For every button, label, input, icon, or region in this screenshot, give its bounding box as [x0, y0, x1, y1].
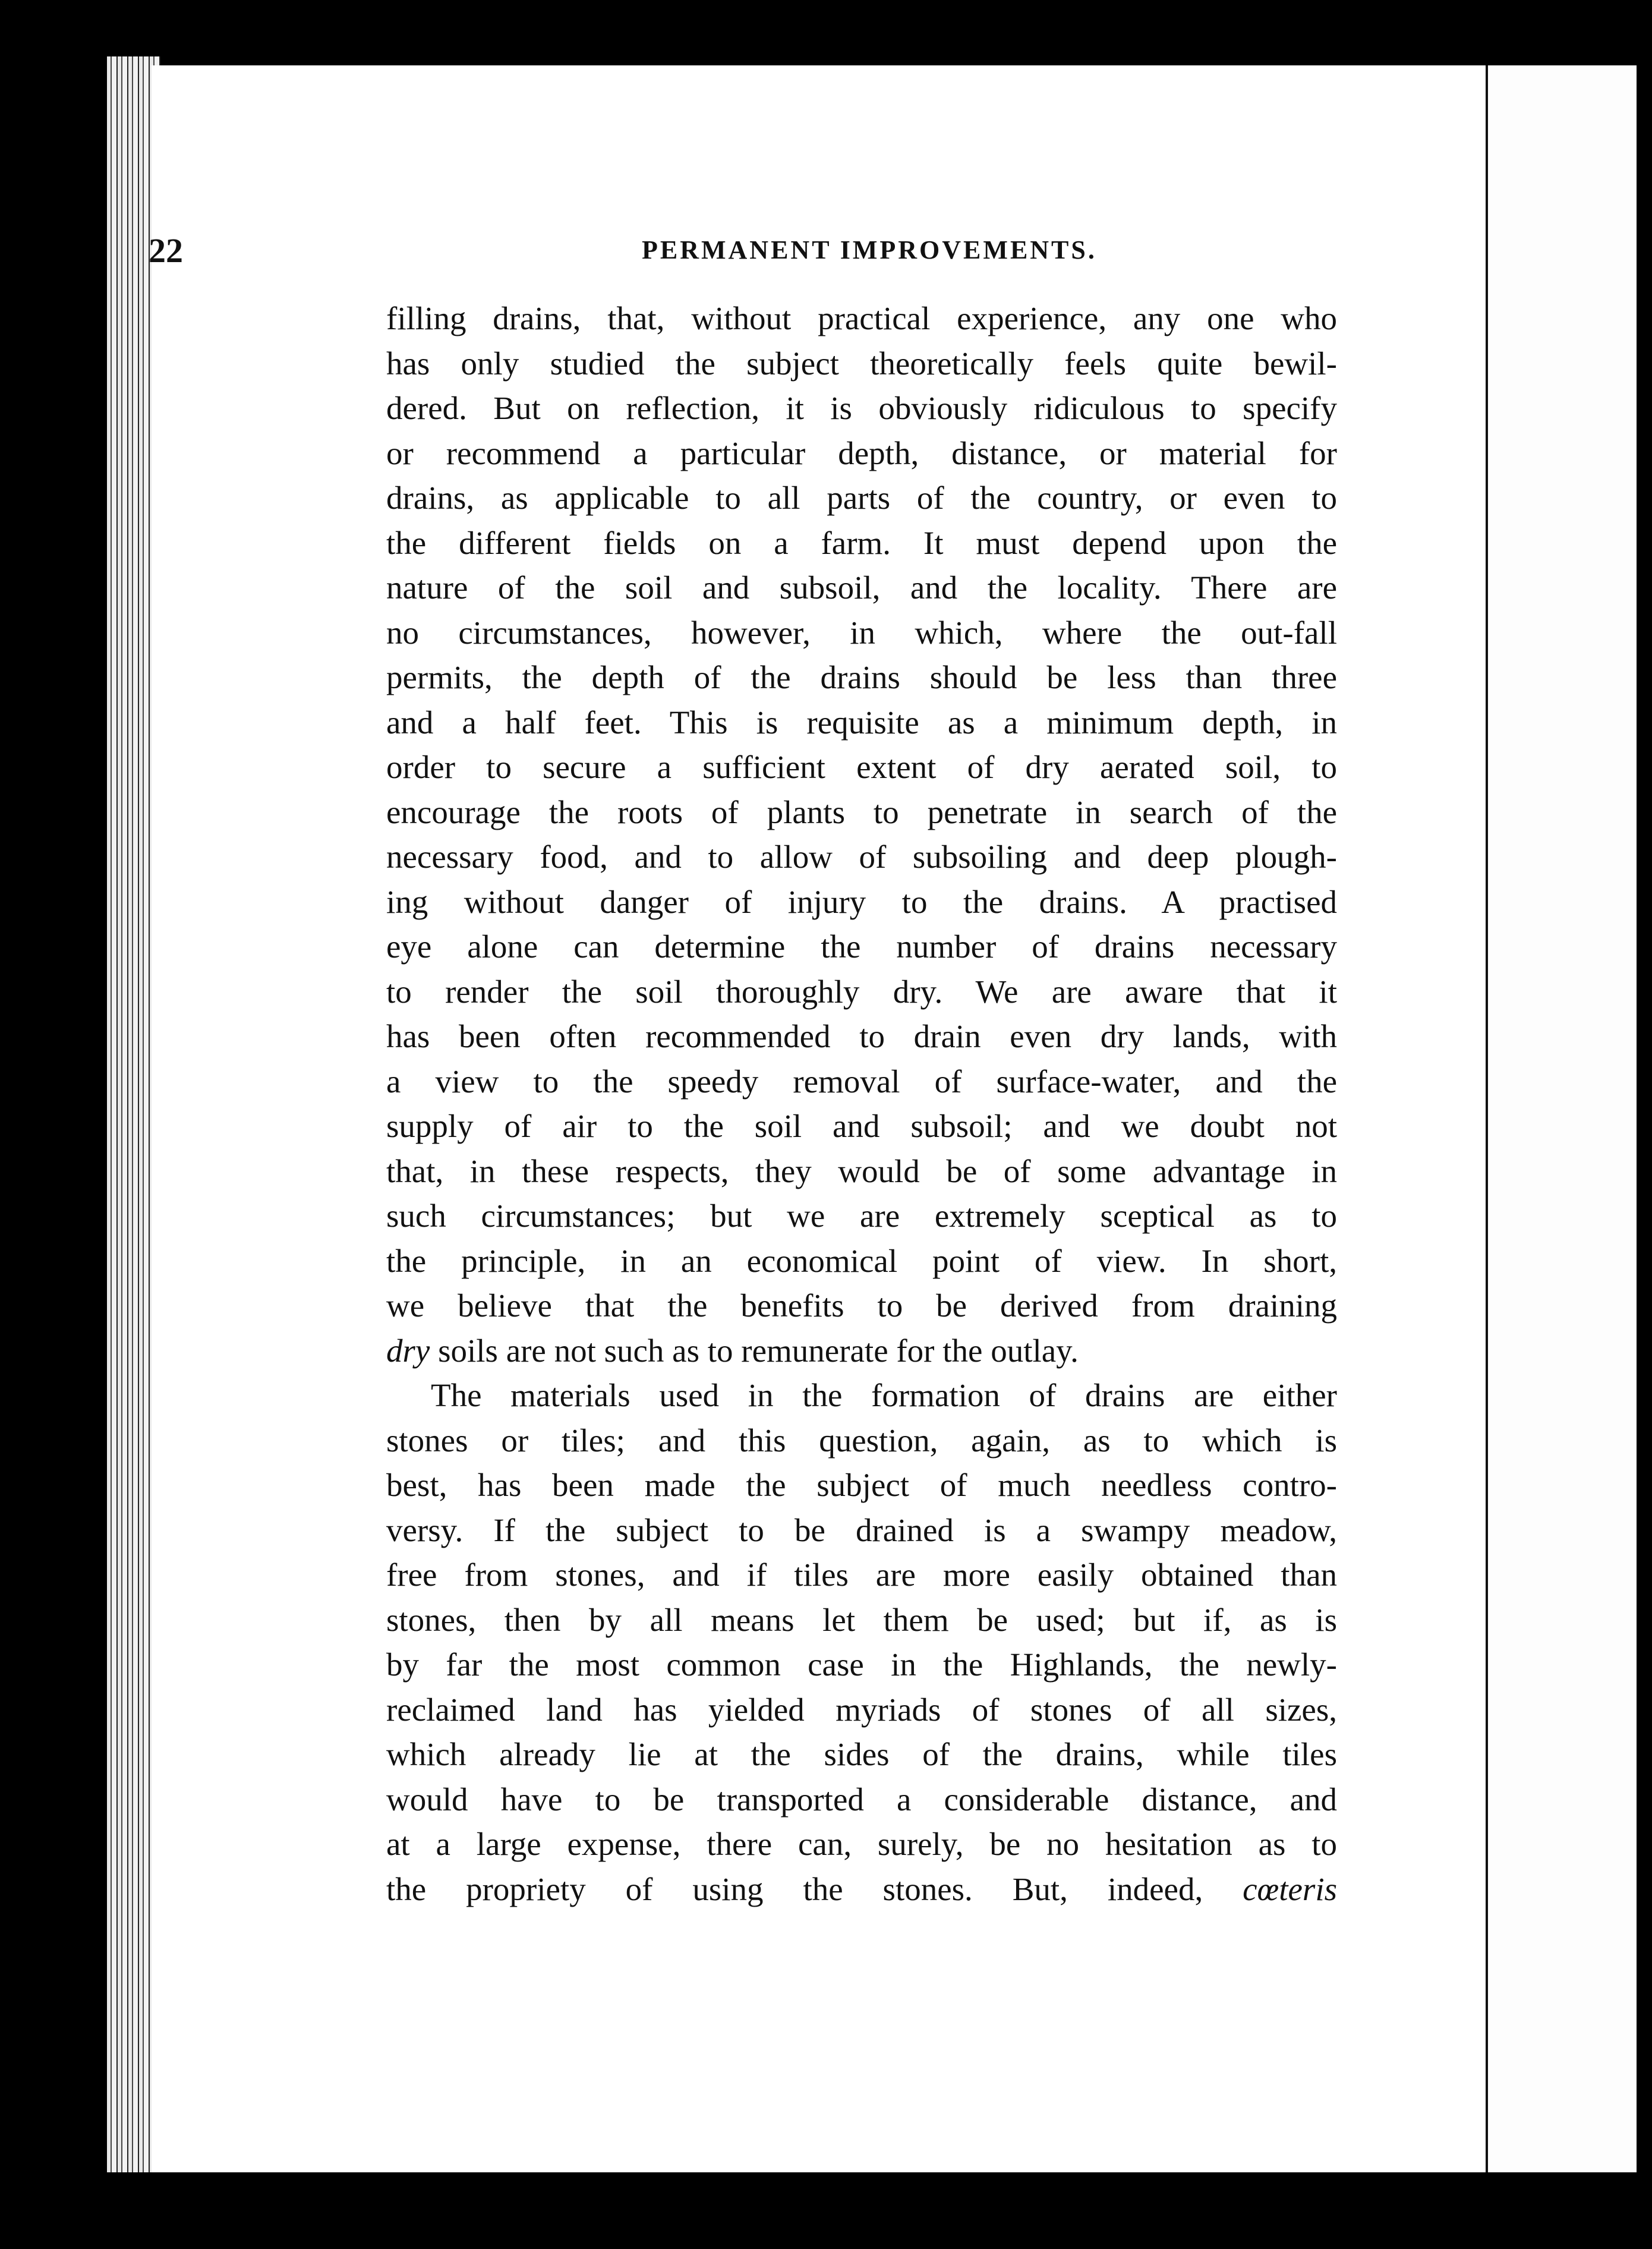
text-line: that, in these respects, they would be of some advantage in — [386, 1152, 1337, 1189]
text-line: we believe that the benefits to be derived from draining — [386, 1287, 1337, 1324]
text-line: to render the soil thoroughly dry. We are aware that it — [386, 973, 1337, 1010]
text-line: a view to the speedy removal of surface-water, and the — [386, 1063, 1337, 1100]
text-line: versy. If the subject to be drained is a swampy meadow, — [386, 1511, 1337, 1548]
text-line-start: the propriety of using the stones. But, indeed, — [386, 1870, 1203, 1907]
text-line: eye alone can determine the number of drains necessary — [386, 928, 1337, 965]
text-line: ing without danger of injury to the drains. A practised — [386, 883, 1337, 920]
text-line: no circumstances, however, in which, where the out-fall — [386, 614, 1337, 651]
running-title: PERMANENT IMPROVEMENTS. — [642, 235, 1097, 264]
text-line: which already lie at the sides of the drains, while tiles — [386, 1736, 1337, 1772]
italic-word: dry — [386, 1332, 430, 1369]
text-line: stones, then by all means let them be used; but if, as is — [386, 1601, 1337, 1638]
text-line: dered. But on reflection, it is obviously ridiculous to specify — [386, 390, 1337, 426]
text-line: would have to be transported a considerable distance, and — [386, 1781, 1337, 1818]
facing-page-edge — [1486, 65, 1637, 2172]
text-line: stones or tiles; and this question, again, as to which is — [386, 1422, 1337, 1459]
text-line: and a half feet. This is requisite as a minimum depth, in — [386, 704, 1337, 741]
text-line: nature of the soil and subsoil, and the locality. There are — [386, 569, 1337, 606]
italic-word: cœteris — [1243, 1870, 1338, 1907]
text-line: supply of air to the soil and subsoil; and we doubt not — [386, 1108, 1337, 1144]
text-line: drains, as applicable to all parts of the country, or even to — [386, 480, 1337, 516]
text-line — [386, 1867, 1337, 1912]
text-line: such circumstances; but we are extremely sceptical as to — [386, 1198, 1337, 1234]
text-line: order to secure a sufficient extent of dry aerated soil, to — [386, 749, 1337, 785]
text-line: necessary food, and to allow of subsoiling and deep plough- — [386, 839, 1337, 875]
text-line: at a large expense, there can, surely, be no hesitation as to — [386, 1826, 1337, 1862]
text-line: reclaimed land has yielded myriads of stones of all sizes, — [386, 1691, 1337, 1728]
text-line: by far the most common case in the Highlands, the newly- — [386, 1646, 1337, 1683]
text-line: has been often recommended to drain even dry lands, with — [386, 1018, 1337, 1054]
text-line: the principle, in an economical point of view. In short, — [386, 1242, 1337, 1279]
text-line: has only studied the subject theoretically feels quite bewil- — [386, 345, 1337, 382]
page-number: 22 — [149, 231, 183, 270]
text-line: permits, the depth of the drains should be less than three — [386, 659, 1337, 695]
text-line: free from stones, and if tiles are more easily obtained than — [386, 1557, 1337, 1593]
body-text — [386, 296, 1337, 1911]
text-line: encourage the roots of plants to penetrate in search of the — [386, 793, 1337, 830]
text-line: The materials used in the formation of drains are either — [431, 1377, 1337, 1413]
text-line: the different fields on a farm. It must depend upon the — [386, 524, 1337, 561]
text-line: or recommend a particular depth, distance, or material for — [386, 434, 1337, 471]
text-line: filling drains, that, without practical experience, any one who — [386, 300, 1337, 336]
text-line: best, has been made the subject of much needless contro- — [386, 1467, 1337, 1503]
text-line-rest: soils are not such as to remunerate for the outlay. — [438, 1332, 1079, 1369]
text-line — [386, 1328, 1337, 1374]
